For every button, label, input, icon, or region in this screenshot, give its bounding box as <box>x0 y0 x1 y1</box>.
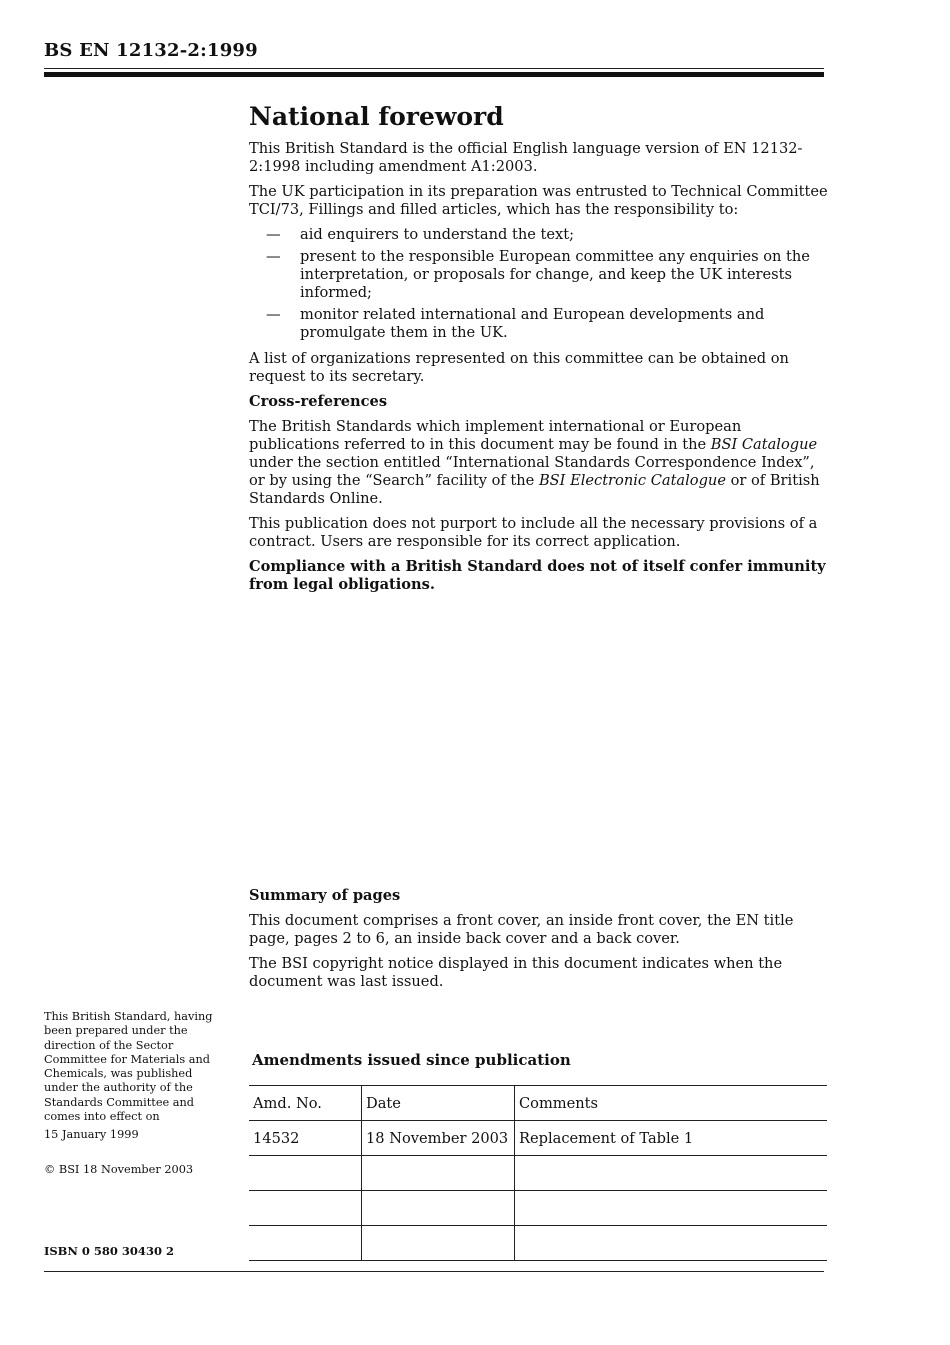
table-cell <box>362 1156 515 1191</box>
foreword-para-2: The UK participation in its preparation was entrusted to Technical Committee TCI/73, Fillings and filled articles, which has the responsibility to: <box>249 183 828 218</box>
column-header: Date <box>362 1086 515 1121</box>
list-item <box>249 306 829 342</box>
list-item <box>249 226 829 244</box>
list-item <box>249 248 829 302</box>
header-rule-thick <box>44 72 824 77</box>
table-row <box>249 1226 827 1261</box>
header-rule-thin <box>44 68 824 69</box>
crossref-text-2: under the section entitled “International Standards Correspondence Index”, or by using the “Search” facility of the <box>249 454 815 489</box>
table-cell <box>249 1226 362 1261</box>
foreword-para-4: This publication does not purport to include all the necessary provisions of a contract. Users are responsible for its correct application. <box>249 515 818 550</box>
table-cell <box>515 1156 828 1191</box>
summary-of-pages <box>249 887 829 998</box>
copyright-notice: © BSI 18 November 2003 <box>44 1162 194 1176</box>
dash-marker: — <box>266 226 281 243</box>
page-title: National foreword <box>249 102 504 131</box>
column-header: Amd. No. <box>249 1086 362 1121</box>
document-code: BS EN 12132-2:1999 <box>44 40 258 61</box>
crossref-paragraph <box>249 418 829 508</box>
table-cell <box>515 1226 828 1261</box>
effective-date: 15 January 1999 <box>44 1128 139 1142</box>
national-foreword <box>249 102 829 601</box>
foreword-para-1: This British Standard is the official English language version of EN 12132-2:1998 including amendment A1:2003. <box>249 140 803 175</box>
amendments-title: Amendments issued since publication <box>252 1051 571 1069</box>
publication-statement: This British Standard, having been prepared under the direction of the Sector Committee for Materials and Chemicals, was published under the authority of the Standards Committee and comes into effect on <box>44 1010 213 1124</box>
table-cell: 14532 <box>249 1121 362 1156</box>
table-header-row <box>249 1086 827 1121</box>
isbn: ISBN 0 580 30430 2 <box>44 1244 174 1258</box>
responsibilities-list <box>249 226 829 342</box>
table-cell <box>249 1191 362 1226</box>
summary-para-1: This document comprises a front cover, an inside front cover, the EN title page, pages 2 to 6, an inside back cover and a back cover. <box>249 912 794 947</box>
column-header: Comments <box>515 1086 828 1121</box>
footer-rule <box>44 1271 824 1272</box>
summary-para-2: The BSI copyright notice displayed in this document indicates when the document was last issued. <box>249 955 783 990</box>
crossref-text-1: The British Standards which implement international or European publications referred to in this document may be found in the <box>249 418 742 453</box>
foreword-para-3: A list of organizations represented on this committee can be obtained on request to its secretary. <box>249 350 789 385</box>
table-cell <box>515 1191 828 1226</box>
crossref-text-3: or of British Standards Online. <box>249 472 820 507</box>
publication-sidebar <box>44 1010 229 1185</box>
crossref-heading: Cross-references <box>249 393 388 410</box>
table-cell: Replacement of Table 1 <box>515 1121 828 1156</box>
summary-heading: Summary of pages <box>249 887 401 904</box>
table-row <box>249 1156 827 1191</box>
dash-marker: — <box>266 248 281 265</box>
list-item-text: monitor related international and European developments and promulgate them in the UK. <box>300 306 765 341</box>
table-row <box>249 1121 827 1156</box>
dash-marker: — <box>266 306 281 323</box>
compliance-statement: Compliance with a British Standard does not of itself confer immunity from legal obligations. <box>249 558 826 593</box>
bsi-electronic-catalogue-ref: BSI Electronic Catalogue <box>538 472 726 489</box>
bsi-catalogue-ref: BSI Catalogue <box>710 436 818 453</box>
table-cell <box>362 1226 515 1261</box>
table-row <box>249 1191 827 1226</box>
table-cell <box>362 1191 515 1226</box>
amendments-table <box>249 1085 827 1261</box>
list-item-text: present to the responsible European committee any enquiries on the interpretation, or proposals for change, and keep the UK interests informed; <box>300 248 810 301</box>
table-cell <box>249 1156 362 1191</box>
list-item-text: aid enquirers to understand the text; <box>300 226 575 243</box>
table-cell: 18 November 2003 <box>362 1121 515 1156</box>
